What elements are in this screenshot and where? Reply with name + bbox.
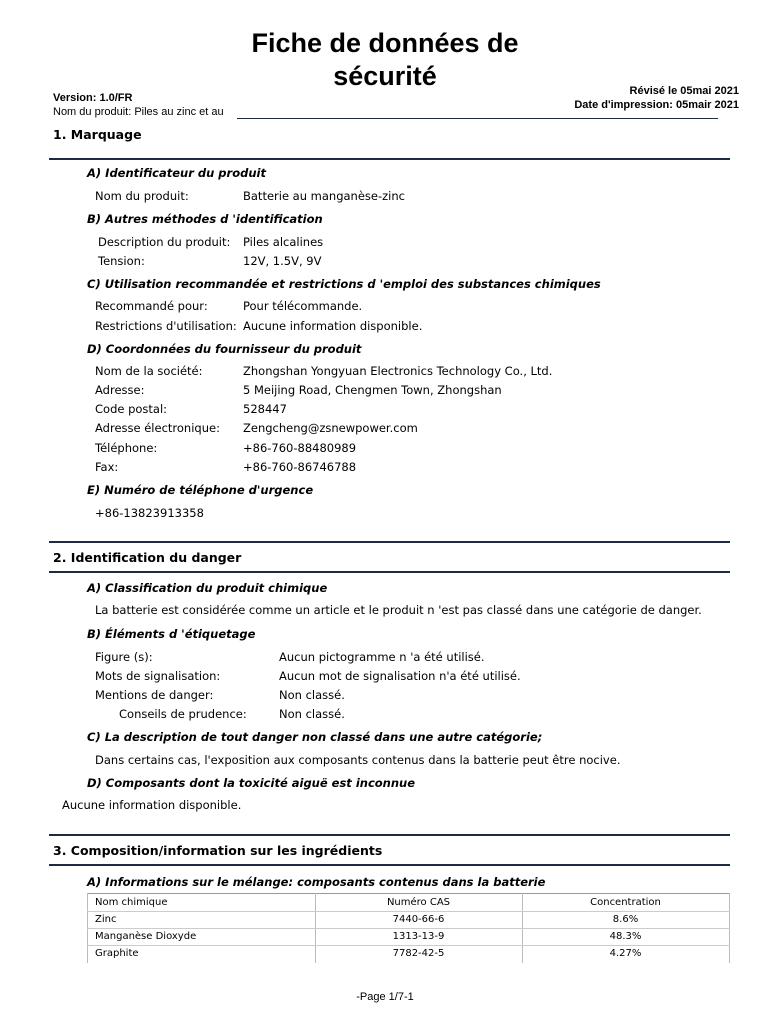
voltage-label: Tension: <box>98 254 145 268</box>
table-cell-chemical: Manganèse Dioxyde <box>95 931 197 942</box>
other-hazards-text: Dans certains cas, l'exposition aux composants contenus dans la batterie peut être nocive. <box>95 753 621 767</box>
section2-top-rule <box>49 541 730 543</box>
address-label: Adresse: <box>95 383 145 397</box>
table-header-cas: Numéro CAS <box>386 897 451 908</box>
precautionary-value: Non classé. <box>279 707 345 721</box>
section3-title: 3. Composition/information sur les ingrédients <box>53 843 383 858</box>
fax-label: Fax: <box>95 460 119 474</box>
email-value: Zengcheng@zsnewpower.com <box>243 421 418 435</box>
table-row-divider <box>87 945 730 946</box>
table-cell-cas: 7440-66-6 <box>392 914 445 925</box>
section1-b-title: B) Autres méthodes d 'identification <box>87 212 323 226</box>
section2-c-title: C) La description de tout danger non classé dans une autre catégorie; <box>87 730 543 744</box>
address-value: 5 Meijing Road, Chengmen Town, Zhongshan <box>243 383 502 397</box>
table-cell-cas: 1313-13-9 <box>392 931 445 942</box>
table-cell-concentration: 48.3% <box>609 931 642 942</box>
description-label: Description du produit: <box>98 235 231 249</box>
signal-words-value: Aucun mot de signalisation n'a été utilisé. <box>279 669 521 683</box>
emergency-phone-value: +86-13823913358 <box>95 506 204 520</box>
hazard-statements-label: Mentions de danger: <box>95 688 214 702</box>
hazard-statements-value: Non classé. <box>279 688 345 702</box>
classification-text: La batterie est considérée comme un article et le produit n 'est pas classé dans une catégorie de danger. <box>95 603 702 617</box>
phone-value: +86-760-88480989 <box>243 441 357 455</box>
section1-d-title: D) Coordonnées du fournisseur du produit <box>87 342 362 356</box>
table-cell-concentration: 8.6% <box>612 914 639 925</box>
header-rule <box>237 118 718 119</box>
table-cell-chemical: Graphite <box>95 948 139 959</box>
restrictions-value: Aucune information disponible. <box>243 319 423 333</box>
voltage-value: 12V, 1.5V, 9V <box>243 254 322 268</box>
table-header-chemical: Nom chimique <box>95 897 168 908</box>
description-value: Piles alcalines <box>243 235 324 249</box>
section1-e-title: E) Numéro de téléphone d'urgence <box>87 483 314 497</box>
precautionary-label: Conseils de prudence: <box>119 707 247 721</box>
section1-rule <box>49 158 730 160</box>
section2-b-title: B) Éléments d 'étiquetage <box>87 627 256 641</box>
company-value: Zhongshan Yongyuan Electronics Technology Co., Ltd. <box>243 364 553 378</box>
section1-a-title: A) Identificateur du produit <box>87 166 266 180</box>
restrictions-label: Restrictions d'utilisation: <box>95 319 237 333</box>
product-name-label: Nom du produit: <box>95 189 189 203</box>
table-cell-cas: 7782-42-5 <box>392 948 445 959</box>
revised-date: Révisé le 05mai 2021 <box>629 85 739 97</box>
signal-words-label: Mots de signalisation: <box>95 669 221 683</box>
table-header-divider <box>87 911 730 912</box>
product-name-value: Batterie au manganèse-zinc <box>243 189 405 203</box>
section3-a-title: A) Informations sur le mélange: composants contenus dans la batterie <box>87 875 546 889</box>
section2-a-title: A) Classification du produit chimique <box>87 581 328 595</box>
fax-value: +86-760-86746788 <box>243 460 357 474</box>
recommended-value: Pour télécommande. <box>243 299 363 313</box>
section3-top-rule <box>49 834 730 836</box>
postal-label: Code postal: <box>95 402 168 416</box>
company-label: Nom de la société: <box>95 364 203 378</box>
figures-label: Figure (s): <box>95 650 153 664</box>
table-top-border <box>87 893 730 894</box>
section2-title: 2. Identification du danger <box>53 550 242 565</box>
phone-label: Téléphone: <box>95 441 158 455</box>
table-header-concentration: Concentration <box>590 897 661 908</box>
page-number: -Page 1/7-1 <box>356 991 414 1003</box>
section2-rule <box>49 571 730 573</box>
product-name-header: Nom du produit: Piles au zinc et au <box>53 106 224 118</box>
postal-value: 528447 <box>243 402 287 416</box>
table-cell-chemical: Zinc <box>95 914 117 925</box>
document-title-line1: Fiche de données de <box>251 28 519 58</box>
email-label: Adresse électronique: <box>95 421 220 435</box>
figures-value: Aucun pictogramme n 'a été utilisé. <box>279 650 485 664</box>
print-date: Date d'impression: 05mair 2021 <box>574 99 739 111</box>
section2-d-title: D) Composants dont la toxicité aiguë est inconnue <box>87 776 416 790</box>
table-row-divider <box>87 928 730 929</box>
version-label: Version: 1.0/FR <box>53 92 133 104</box>
recommended-label: Recommandé pour: <box>95 299 208 313</box>
unknown-toxicity-text: Aucune information disponible. <box>62 798 242 812</box>
section1-c-title: C) Utilisation recommandée et restrictions d 'emploi des substances chimiques <box>87 277 601 291</box>
document-title-line2: sécurité <box>333 61 437 91</box>
table-cell-concentration: 4.27% <box>609 948 642 959</box>
section1-title: 1. Marquage <box>53 127 142 142</box>
composition-table <box>87 893 730 963</box>
section3-rule <box>49 864 730 866</box>
